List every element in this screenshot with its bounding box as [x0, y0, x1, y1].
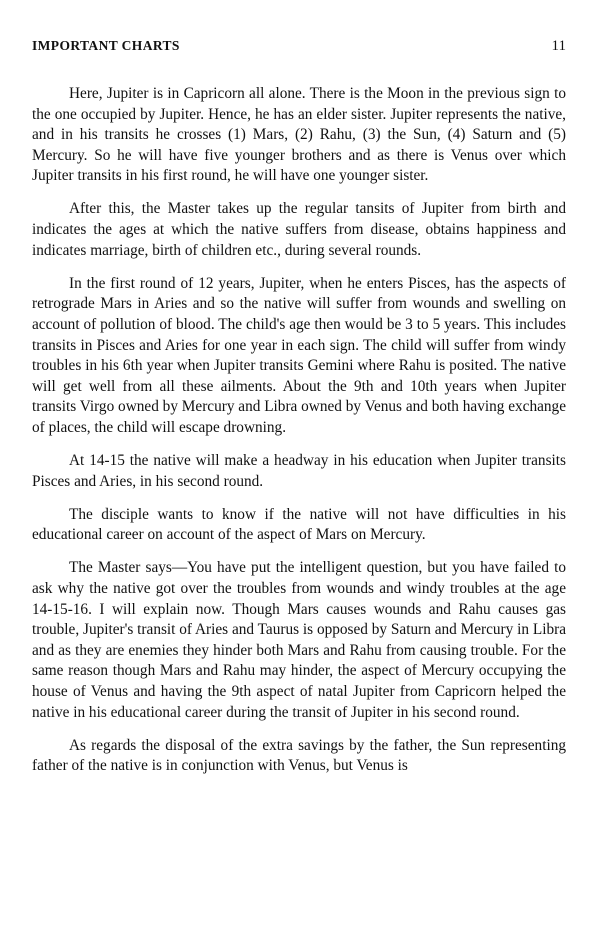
- running-head: IMPORTANT CHARTS: [32, 38, 180, 53]
- paragraph-5: The disciple wants to know if the native will not have difficulties in his educational career on account of the aspect of Mars on Mercury.: [32, 505, 566, 544]
- paragraph-6: The Master says—You have put the intelligent question, but you have failed to ask why the native got over the troubles from wounds and windy troubles at the age 14-15-16. I will explain now. Though Mars causes wounds and Rahu causes gas trouble, Jupiter's transit of Aries and Taurus is opposed by Saturn and Mercury in Libra and as they are enemies they hinder both Mars and Rahu from causing trouble. For the same reason though Mars and Rahu may hinder, the aspect of Mercury occupying the house of Venus and having the 9th aspect of natal Jupiter from Capricorn helped the native in his educational career during the transit of Jupiter in his second round.: [32, 559, 566, 721]
- paragraph-3: In the first round of 12 years, Jupiter, when he enters Pisces, has the aspects of retrograde Mars in Aries and so the native will suffer from wounds and swelling on account of pollution of blood. The child's age then would be 3 to 5 years. This includes transits in Pisces and Aries for one year in each sign. The child will suffer from windy troubles in his 6th year when Jupiter transits Gemini where Rahu is posited. The native will get well from all these ailments. About the 9th and 10th years when Jupiter transits Virgo owned by Mercury and Libra owned by Venus and both having exchange of places, the child will escape drowning.: [32, 274, 566, 436]
- page-number: 11: [551, 38, 566, 54]
- paragraph-2: After this, the Master takes up the regular tansits of Jupiter from birth and indicates the ages at which the native suffers from disease, obtains happiness and indicates marriage, birth of children etc., during several rounds.: [32, 200, 566, 259]
- page-header: [32, 38, 566, 72]
- paragraph-4: At 14-15 the native will make a headway in his education when Jupiter transits Pisces and Aries, in his second round.: [32, 452, 566, 490]
- paragraph-1: Here, Jupiter is in Capricorn all alone. There is the Moon in the previous sign to the one occupied by Jupiter. Hence, he has an elder sister. Jupiter represents the native, and in his transits he crosses (1) Mars, (2) Rahu, (3) the Sun, (4) Saturn and (5) Mercury. So he will have five younger brothers and as there is Venus over which Jupiter transits in his first round, he will have one younger sister.: [32, 85, 566, 185]
- paragraph-7: As regards the disposal of the extra savings by the father, the Sun representing father of the native is in conjunction with Venus, but Venus is: [32, 736, 566, 775]
- body-text: [32, 84, 566, 777]
